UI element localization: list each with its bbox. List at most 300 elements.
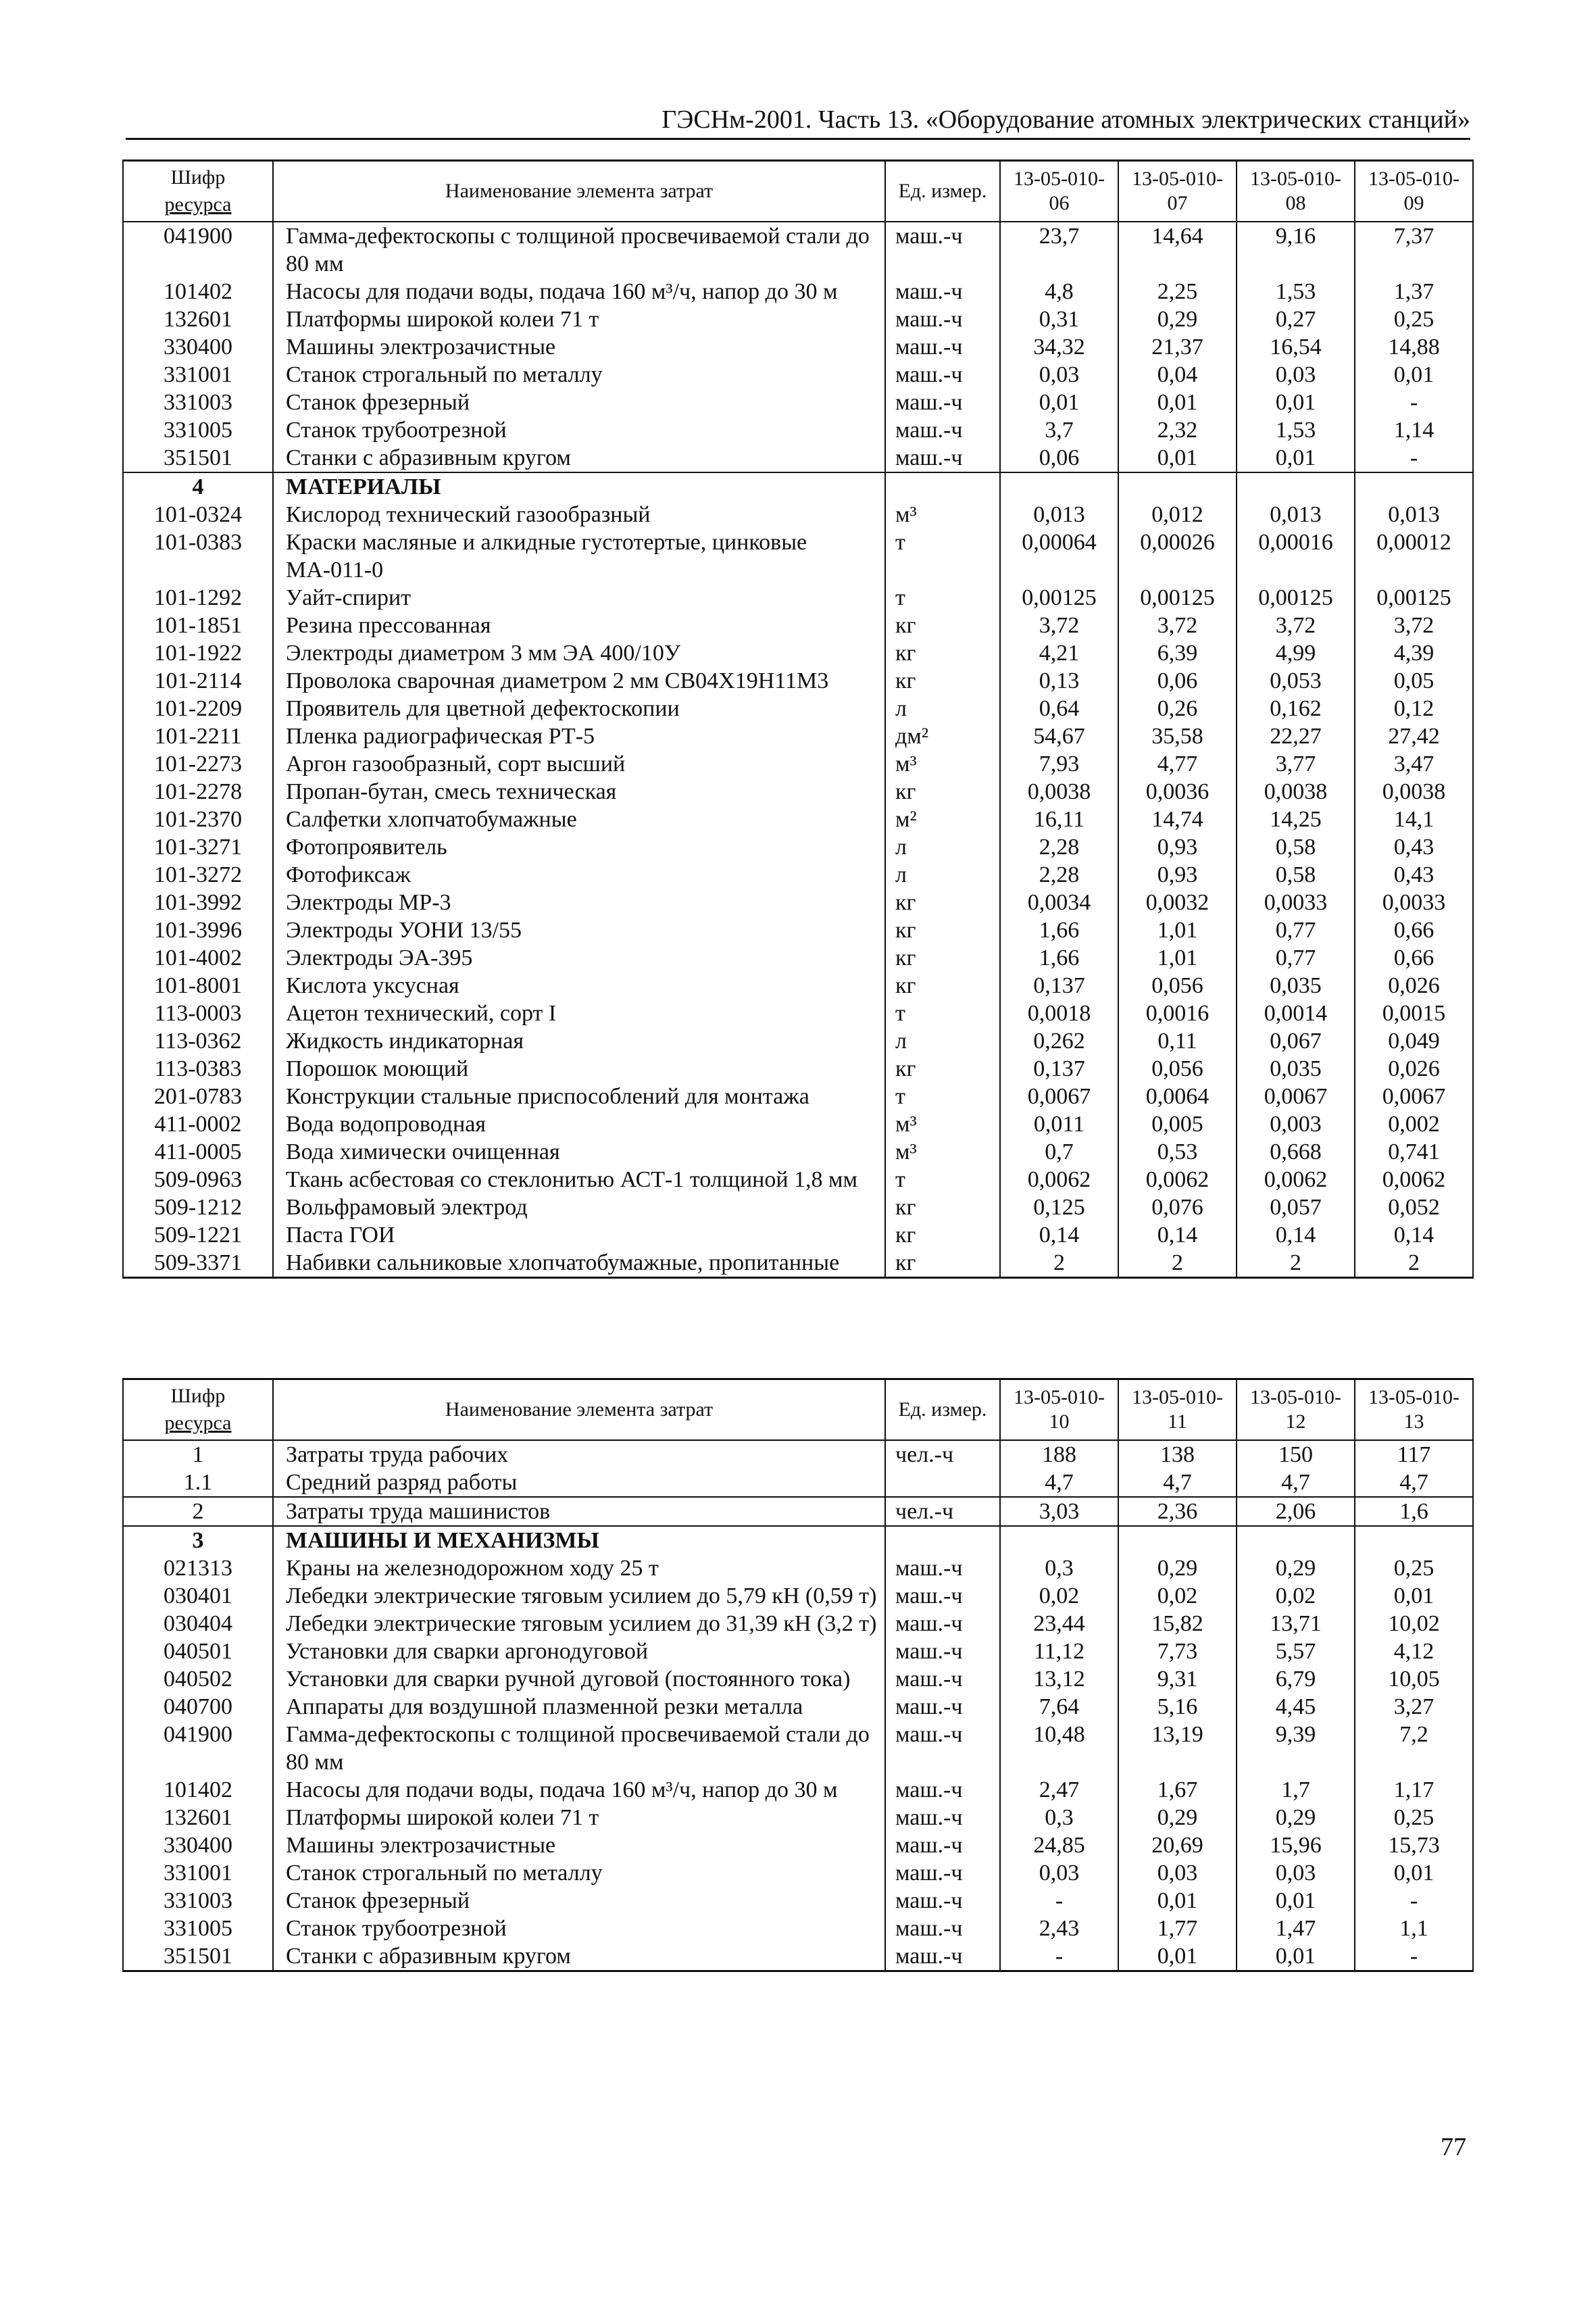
value-cell: 1,37 <box>1355 278 1473 305</box>
unit-of-measure: маш.-ч <box>885 1638 1000 1665</box>
table-row <box>123 1166 1473 1193</box>
table-row <box>123 833 1473 861</box>
value-cell: 0,77 <box>1237 916 1355 944</box>
resource-code: 509-3371 <box>123 1249 273 1278</box>
resource-table-1 <box>122 159 1474 1279</box>
value-cell: 0,162 <box>1237 695 1355 722</box>
value-cell: 13,71 <box>1237 1610 1355 1638</box>
value-cell <box>1237 472 1355 501</box>
col-header: 13-05-010-07 <box>1118 161 1237 222</box>
resource-code: 030401 <box>123 1582 273 1610</box>
resource-code: 2 <box>123 1497 273 1526</box>
value-cell: 0,64 <box>1000 695 1118 722</box>
unit-of-measure <box>885 472 1000 501</box>
section-row <box>123 1497 1473 1526</box>
cost-element-name: Уайт-спирит <box>273 584 885 612</box>
value-cell: 0,035 <box>1237 972 1355 1000</box>
value-cell: 0,026 <box>1355 972 1473 1000</box>
value-cell: 0,12 <box>1355 695 1473 722</box>
unit-of-measure: маш.-ч <box>885 1693 1000 1721</box>
cost-element-name: Платформы широкой колеи 71 т <box>273 1804 885 1831</box>
value-cell: 0,31 <box>1000 305 1118 333</box>
cost-element-name: Вода химически очищенная <box>273 1138 885 1166</box>
table-row <box>123 1221 1473 1249</box>
resource-code: 101-0324 <box>123 501 273 528</box>
unit-header: Ед. измер. <box>885 1379 1000 1441</box>
value-cell: - <box>1355 444 1473 472</box>
resource-code: 509-0963 <box>123 1166 273 1193</box>
col-header: 13-05-010-10 <box>1000 1379 1118 1441</box>
value-cell: 0,076 <box>1118 1193 1237 1221</box>
resource-code: 101-2370 <box>123 806 273 833</box>
unit-of-measure <box>885 1469 1000 1497</box>
unit-of-measure: кг <box>885 612 1000 639</box>
value-cell: 0,013 <box>1355 501 1473 528</box>
table-row <box>123 1000 1473 1027</box>
table-row <box>123 1249 1473 1278</box>
value-cell <box>1118 1526 1237 1554</box>
value-cell: 0,29 <box>1118 305 1237 333</box>
resource-code: 021313 <box>123 1554 273 1582</box>
value-cell: 0,01 <box>1118 1887 1237 1915</box>
value-cell: 0,03 <box>1000 361 1118 389</box>
value-cell: 0,0032 <box>1118 889 1237 916</box>
cost-element-name: Гамма-дефектоскопы с толщиной просвечиваемой стали до 80 мм <box>273 222 885 278</box>
unit-of-measure: кг <box>885 1193 1000 1221</box>
unit-of-measure: м³ <box>885 1110 1000 1138</box>
unit-of-measure: кг <box>885 1249 1000 1278</box>
cost-element-name: Пропан-бутан, смесь техническая <box>273 778 885 806</box>
resource-code: 040700 <box>123 1693 273 1721</box>
value-cell: 10,05 <box>1355 1665 1473 1693</box>
unit-of-measure: кг <box>885 1221 1000 1249</box>
value-cell: 3,77 <box>1237 750 1355 778</box>
value-cell: 0,01 <box>1355 1582 1473 1610</box>
value-cell: 0,14 <box>1237 1221 1355 1249</box>
resource-code: 331001 <box>123 1859 273 1887</box>
page-header: ГЭСНм-2001. Часть 13. «Оборудование атомных электрических станций» <box>662 105 1470 134</box>
value-cell: 0,53 <box>1118 1138 1237 1166</box>
value-cell: 3,47 <box>1355 750 1473 778</box>
value-cell: 5,16 <box>1118 1693 1237 1721</box>
value-cell: 3,27 <box>1355 1693 1473 1721</box>
value-cell: 6,39 <box>1118 639 1237 667</box>
cost-element-name: Электроды ЭА-395 <box>273 944 885 972</box>
value-cell: 0,003 <box>1237 1110 1355 1138</box>
value-cell: 0,3 <box>1000 1804 1118 1831</box>
resource-code: 132601 <box>123 1804 273 1831</box>
table-row <box>123 1638 1473 1665</box>
resource-code: 101-2211 <box>123 722 273 750</box>
value-cell: 0,057 <box>1237 1193 1355 1221</box>
table-row <box>123 1804 1473 1831</box>
table-row <box>123 722 1473 750</box>
table-row <box>123 333 1473 361</box>
value-cell: 150 <box>1237 1440 1355 1469</box>
table-row <box>123 861 1473 889</box>
value-cell: 0,013 <box>1237 501 1355 528</box>
cost-element-name: Электроды МР-3 <box>273 889 885 916</box>
unit-of-measure: т <box>885 1166 1000 1193</box>
table-row <box>123 584 1473 612</box>
value-cell: 3,72 <box>1237 612 1355 639</box>
value-cell: 1,01 <box>1118 944 1237 972</box>
section-row <box>123 472 1473 501</box>
cost-element-name: Электроды УОНИ 13/55 <box>273 916 885 944</box>
value-cell: 27,42 <box>1355 722 1473 750</box>
value-cell: 23,44 <box>1000 1610 1118 1638</box>
cost-element-name: Установки для сварки аргонодуговой <box>273 1638 885 1665</box>
unit-of-measure: т <box>885 528 1000 584</box>
value-cell: 15,82 <box>1118 1610 1237 1638</box>
table-row <box>123 1831 1473 1859</box>
table-row <box>123 1110 1473 1138</box>
value-cell: 14,88 <box>1355 333 1473 361</box>
value-cell: 0,01 <box>1118 1942 1237 1971</box>
cost-element-name: Установки для сварки ручной дуговой (постоянного тока) <box>273 1665 885 1693</box>
table-row <box>123 944 1473 972</box>
value-cell: 0,005 <box>1118 1110 1237 1138</box>
resource-code: 101-2273 <box>123 750 273 778</box>
table-row <box>123 389 1473 416</box>
value-cell: 0,03 <box>1000 1859 1118 1887</box>
value-cell: 4,12 <box>1355 1638 1473 1665</box>
value-cell: 7,2 <box>1355 1721 1473 1776</box>
value-cell: 23,7 <box>1000 222 1118 278</box>
value-cell: 0,137 <box>1000 1055 1118 1083</box>
value-cell: 117 <box>1355 1440 1473 1469</box>
value-cell: 0,11 <box>1118 1027 1237 1055</box>
value-cell: 1,67 <box>1118 1776 1237 1804</box>
code-header <box>123 1379 273 1441</box>
resource-code: 331005 <box>123 416 273 444</box>
table-row <box>123 1721 1473 1776</box>
value-cell: 2 <box>1237 1249 1355 1278</box>
value-cell <box>1355 472 1473 501</box>
value-cell: 11,12 <box>1000 1638 1118 1665</box>
value-cell: 4,7 <box>1355 1469 1473 1497</box>
cost-element-name: Станок строгальный по металлу <box>273 361 885 389</box>
code-header-line2: ресурса <box>164 193 232 216</box>
cost-element-name: Лебедки электрические тяговым усилием до 5,79 кН (0,59 т) <box>273 1582 885 1610</box>
value-cell: 7,37 <box>1355 222 1473 278</box>
value-cell: 2 <box>1355 1249 1473 1278</box>
cost-element-name: Кислота уксусная <box>273 972 885 1000</box>
cost-element-name: Кислород технический газообразный <box>273 501 885 528</box>
value-cell: 0,02 <box>1000 1582 1118 1610</box>
value-cell: 0,0064 <box>1118 1083 1237 1110</box>
col-header: 13-05-010-12 <box>1237 1379 1355 1441</box>
unit-of-measure: маш.-ч <box>885 1887 1000 1915</box>
value-cell: 3,72 <box>1000 612 1118 639</box>
cost-element-name: Резина прессованная <box>273 612 885 639</box>
value-cell: - <box>1355 1887 1473 1915</box>
value-cell: 1,47 <box>1237 1915 1355 1942</box>
resource-code: 041900 <box>123 1721 273 1776</box>
cost-element-name: Порошок моющий <box>273 1055 885 1083</box>
value-cell: 14,74 <box>1118 806 1237 833</box>
cost-element-name: Насосы для подачи воды, подача 160 м³/ч, напор до 30 м <box>273 278 885 305</box>
value-cell: 0,01 <box>1355 361 1473 389</box>
value-cell: 0,93 <box>1118 861 1237 889</box>
table-row <box>123 1915 1473 1942</box>
resource-code: 330400 <box>123 333 273 361</box>
value-cell: 0,262 <box>1000 1027 1118 1055</box>
resource-code: 030404 <box>123 1610 273 1638</box>
value-cell: 0,66 <box>1355 944 1473 972</box>
table-row <box>123 1083 1473 1110</box>
cost-element-name: Фотопроявитель <box>273 833 885 861</box>
value-cell: 0,0038 <box>1355 778 1473 806</box>
unit-of-measure: маш.-ч <box>885 1804 1000 1831</box>
unit-header: Ед. измер. <box>885 161 1000 222</box>
resource-code: 101-3272 <box>123 861 273 889</box>
table-row <box>123 416 1473 444</box>
value-cell: 0,01 <box>1118 389 1237 416</box>
name-header: Наименование элемента затрат <box>273 1379 885 1441</box>
table-row <box>123 528 1473 584</box>
cost-element-name: Машины электрозачистные <box>273 1831 885 1859</box>
value-cell: 0,0014 <box>1237 1000 1355 1027</box>
unit-of-measure: маш.-ч <box>885 305 1000 333</box>
value-cell: 4,99 <box>1237 639 1355 667</box>
unit-of-measure: м³ <box>885 750 1000 778</box>
resource-code: 101-1922 <box>123 639 273 667</box>
table-row <box>123 1776 1473 1804</box>
section-row <box>123 1526 1473 1554</box>
unit-of-measure: м³ <box>885 501 1000 528</box>
table-row <box>123 444 1473 472</box>
value-cell: 0,00016 <box>1237 528 1355 584</box>
table-row <box>123 1693 1473 1721</box>
value-cell: 0,7 <box>1000 1138 1118 1166</box>
cost-element-name: Станок трубоотрезной <box>273 416 885 444</box>
value-cell: 0,14 <box>1118 1221 1237 1249</box>
value-cell <box>1237 1526 1355 1554</box>
value-cell: - <box>1355 1942 1473 1971</box>
table-row <box>123 1055 1473 1083</box>
resource-code: 351501 <box>123 1942 273 1971</box>
page-number: 77 <box>1441 2133 1466 2161</box>
value-cell: 0,29 <box>1118 1804 1237 1831</box>
unit-of-measure: м³ <box>885 1138 1000 1166</box>
value-cell: 0,035 <box>1237 1055 1355 1083</box>
table-row <box>123 1554 1473 1582</box>
table-row <box>123 1610 1473 1638</box>
cost-element-name: Станок фрезерный <box>273 1887 885 1915</box>
value-cell: 0,02 <box>1237 1582 1355 1610</box>
cost-element-name: Проявитель для цветной дефектоскопии <box>273 695 885 722</box>
value-cell: 0,0038 <box>1000 778 1118 806</box>
resource-code: 101-4002 <box>123 944 273 972</box>
value-cell: 0,01 <box>1237 389 1355 416</box>
resource-code: 331003 <box>123 389 273 416</box>
value-cell: 0,03 <box>1237 1859 1355 1887</box>
resource-code: 201-0783 <box>123 1083 273 1110</box>
value-cell: 3,72 <box>1355 612 1473 639</box>
value-cell: 0,03 <box>1118 1859 1237 1887</box>
unit-of-measure: дм² <box>885 722 1000 750</box>
cost-element-name: Платформы широкой колеи 71 т <box>273 305 885 333</box>
value-cell: - <box>1355 389 1473 416</box>
table-row <box>123 305 1473 333</box>
unit-of-measure: маш.-ч <box>885 278 1000 305</box>
unit-of-measure: маш.-ч <box>885 1582 1000 1610</box>
unit-of-measure: маш.-ч <box>885 1776 1000 1804</box>
value-cell: 0,013 <box>1000 501 1118 528</box>
value-cell: 0,3 <box>1000 1554 1118 1582</box>
cost-element-name: Вольфрамовый электрод <box>273 1193 885 1221</box>
col-header: 13-05-010-09 <box>1355 161 1473 222</box>
value-cell: 22,27 <box>1237 722 1355 750</box>
value-cell: 0,01 <box>1237 1887 1355 1915</box>
value-cell: 0,0015 <box>1355 1000 1473 1027</box>
value-cell: 2,28 <box>1000 861 1118 889</box>
resource-code: 132601 <box>123 305 273 333</box>
table-row <box>123 750 1473 778</box>
resource-code: 101-3271 <box>123 833 273 861</box>
value-cell: 1,17 <box>1355 1776 1473 1804</box>
value-cell: 0,29 <box>1237 1554 1355 1582</box>
resource-code: 509-1221 <box>123 1221 273 1249</box>
unit-of-measure: маш.-ч <box>885 1831 1000 1859</box>
resource-code: 101-2114 <box>123 667 273 695</box>
value-cell <box>1000 1526 1118 1554</box>
value-cell: 0,29 <box>1237 1804 1355 1831</box>
value-cell: 0,05 <box>1355 667 1473 695</box>
value-cell: 0,77 <box>1237 944 1355 972</box>
resource-code: 351501 <box>123 444 273 472</box>
cost-element-name: Набивки сальниковые хлопчатобумажные, пропитанные <box>273 1249 885 1278</box>
value-cell: 0,00064 <box>1000 528 1118 584</box>
value-cell: 2,28 <box>1000 833 1118 861</box>
resource-code: 113-0383 <box>123 1055 273 1083</box>
cost-element-name: Станок строгальный по металлу <box>273 1859 885 1887</box>
unit-of-measure: т <box>885 584 1000 612</box>
name-header: Наименование элемента затрат <box>273 161 885 222</box>
unit-of-measure: кг <box>885 778 1000 806</box>
cost-element-name: Пленка радиографическая РТ-5 <box>273 722 885 750</box>
code-header-line2: ресурса <box>164 1412 232 1434</box>
value-cell: 2 <box>1000 1249 1118 1278</box>
table-row <box>123 1859 1473 1887</box>
cost-element-name: Аппараты для воздушной плазменной резки металла <box>273 1693 885 1721</box>
value-cell: 2,47 <box>1000 1776 1118 1804</box>
value-cell: 0,14 <box>1000 1221 1118 1249</box>
value-cell: 7,93 <box>1000 750 1118 778</box>
unit-of-measure: кг <box>885 944 1000 972</box>
unit-of-measure: маш.-ч <box>885 222 1000 278</box>
code-header-line1: Шифр <box>170 166 226 189</box>
value-cell: 0,01 <box>1237 444 1355 472</box>
value-cell: 0,01 <box>1000 389 1118 416</box>
value-cell <box>1118 472 1237 501</box>
resource-code: 040502 <box>123 1665 273 1693</box>
table-row <box>123 889 1473 916</box>
value-cell: 1,77 <box>1118 1915 1237 1942</box>
value-cell: 1,6 <box>1355 1497 1473 1526</box>
resource-code: 331001 <box>123 361 273 389</box>
resource-code: 330400 <box>123 1831 273 1859</box>
value-cell: 0,00125 <box>1000 584 1118 612</box>
cost-element-name: МАТЕРИАЛЫ <box>273 472 885 501</box>
cost-element-name: Гамма-дефектоскопы с толщиной просвечиваемой стали до 80 мм <box>273 1721 885 1776</box>
table-row <box>123 1582 1473 1610</box>
value-cell: 0,06 <box>1000 444 1118 472</box>
value-cell: 5,57 <box>1237 1638 1355 1665</box>
value-cell: 0,0062 <box>1355 1166 1473 1193</box>
value-cell: 0,01 <box>1355 1859 1473 1887</box>
value-cell: 0,00125 <box>1118 584 1237 612</box>
value-cell: 14,25 <box>1237 806 1355 833</box>
cost-element-name: Краски масляные и алкидные густотертые, цинковые МА-011-0 <box>273 528 885 584</box>
value-cell: 0,43 <box>1355 861 1473 889</box>
value-cell: 1,53 <box>1237 278 1355 305</box>
table-row <box>123 501 1473 528</box>
value-cell: 16,54 <box>1237 333 1355 361</box>
resource-table-2 <box>122 1378 1474 1972</box>
value-cell: 0,0062 <box>1000 1166 1118 1193</box>
resource-code: 101-1292 <box>123 584 273 612</box>
cost-element-name: Электроды диаметром 3 мм ЭА 400/10У <box>273 639 885 667</box>
resource-code: 4 <box>123 472 273 501</box>
table-row <box>123 972 1473 1000</box>
unit-of-measure: маш.-ч <box>885 361 1000 389</box>
value-cell: 0,0034 <box>1000 889 1118 916</box>
cost-element-name: Станок трубоотрезной <box>273 1915 885 1942</box>
cost-element-name: МАШИНЫ И МЕХАНИЗМЫ <box>273 1526 885 1554</box>
table-row <box>123 639 1473 667</box>
resource-code: 101-2209 <box>123 695 273 722</box>
value-cell: 1,14 <box>1355 416 1473 444</box>
unit-of-measure: маш.-ч <box>885 333 1000 361</box>
value-cell: 4,7 <box>1237 1469 1355 1497</box>
unit-of-measure: маш.-ч <box>885 416 1000 444</box>
value-cell: 0,0062 <box>1237 1166 1355 1193</box>
value-cell: 0,01 <box>1118 444 1237 472</box>
code-header-line1: Шифр <box>170 1385 226 1407</box>
cost-element-name: Станки с абразивным кругом <box>273 1942 885 1971</box>
value-cell: 54,67 <box>1000 722 1118 750</box>
value-cell: 14,1 <box>1355 806 1473 833</box>
value-cell: 0,25 <box>1355 1804 1473 1831</box>
value-cell: 1,1 <box>1355 1915 1473 1942</box>
value-cell: 0,26 <box>1118 695 1237 722</box>
cost-element-name: Лебедки электрические тяговым усилием до 31,39 кН (3,2 т) <box>273 1610 885 1638</box>
table-row <box>123 1887 1473 1915</box>
table-row <box>123 667 1473 695</box>
unit-of-measure: чел.-ч <box>885 1440 1000 1469</box>
value-cell: 0,0067 <box>1000 1083 1118 1110</box>
value-cell: 0,125 <box>1000 1193 1118 1221</box>
table-row <box>123 1027 1473 1055</box>
value-cell: 20,69 <box>1118 1831 1237 1859</box>
value-cell: 0,29 <box>1118 1554 1237 1582</box>
resource-code: 101-3992 <box>123 889 273 916</box>
value-cell: 4,8 <box>1000 278 1118 305</box>
value-cell: 0,43 <box>1355 833 1473 861</box>
table-row <box>123 612 1473 639</box>
value-cell: 14,64 <box>1118 222 1237 278</box>
value-cell: 0,27 <box>1237 305 1355 333</box>
table-row <box>123 361 1473 389</box>
table-header-row <box>123 1379 1473 1441</box>
col-header: 13-05-010-08 <box>1237 161 1355 222</box>
value-cell: 0,049 <box>1355 1027 1473 1055</box>
table-header-row <box>123 161 1473 222</box>
value-cell: 0,00125 <box>1237 584 1355 612</box>
table-row <box>123 1193 1473 1221</box>
